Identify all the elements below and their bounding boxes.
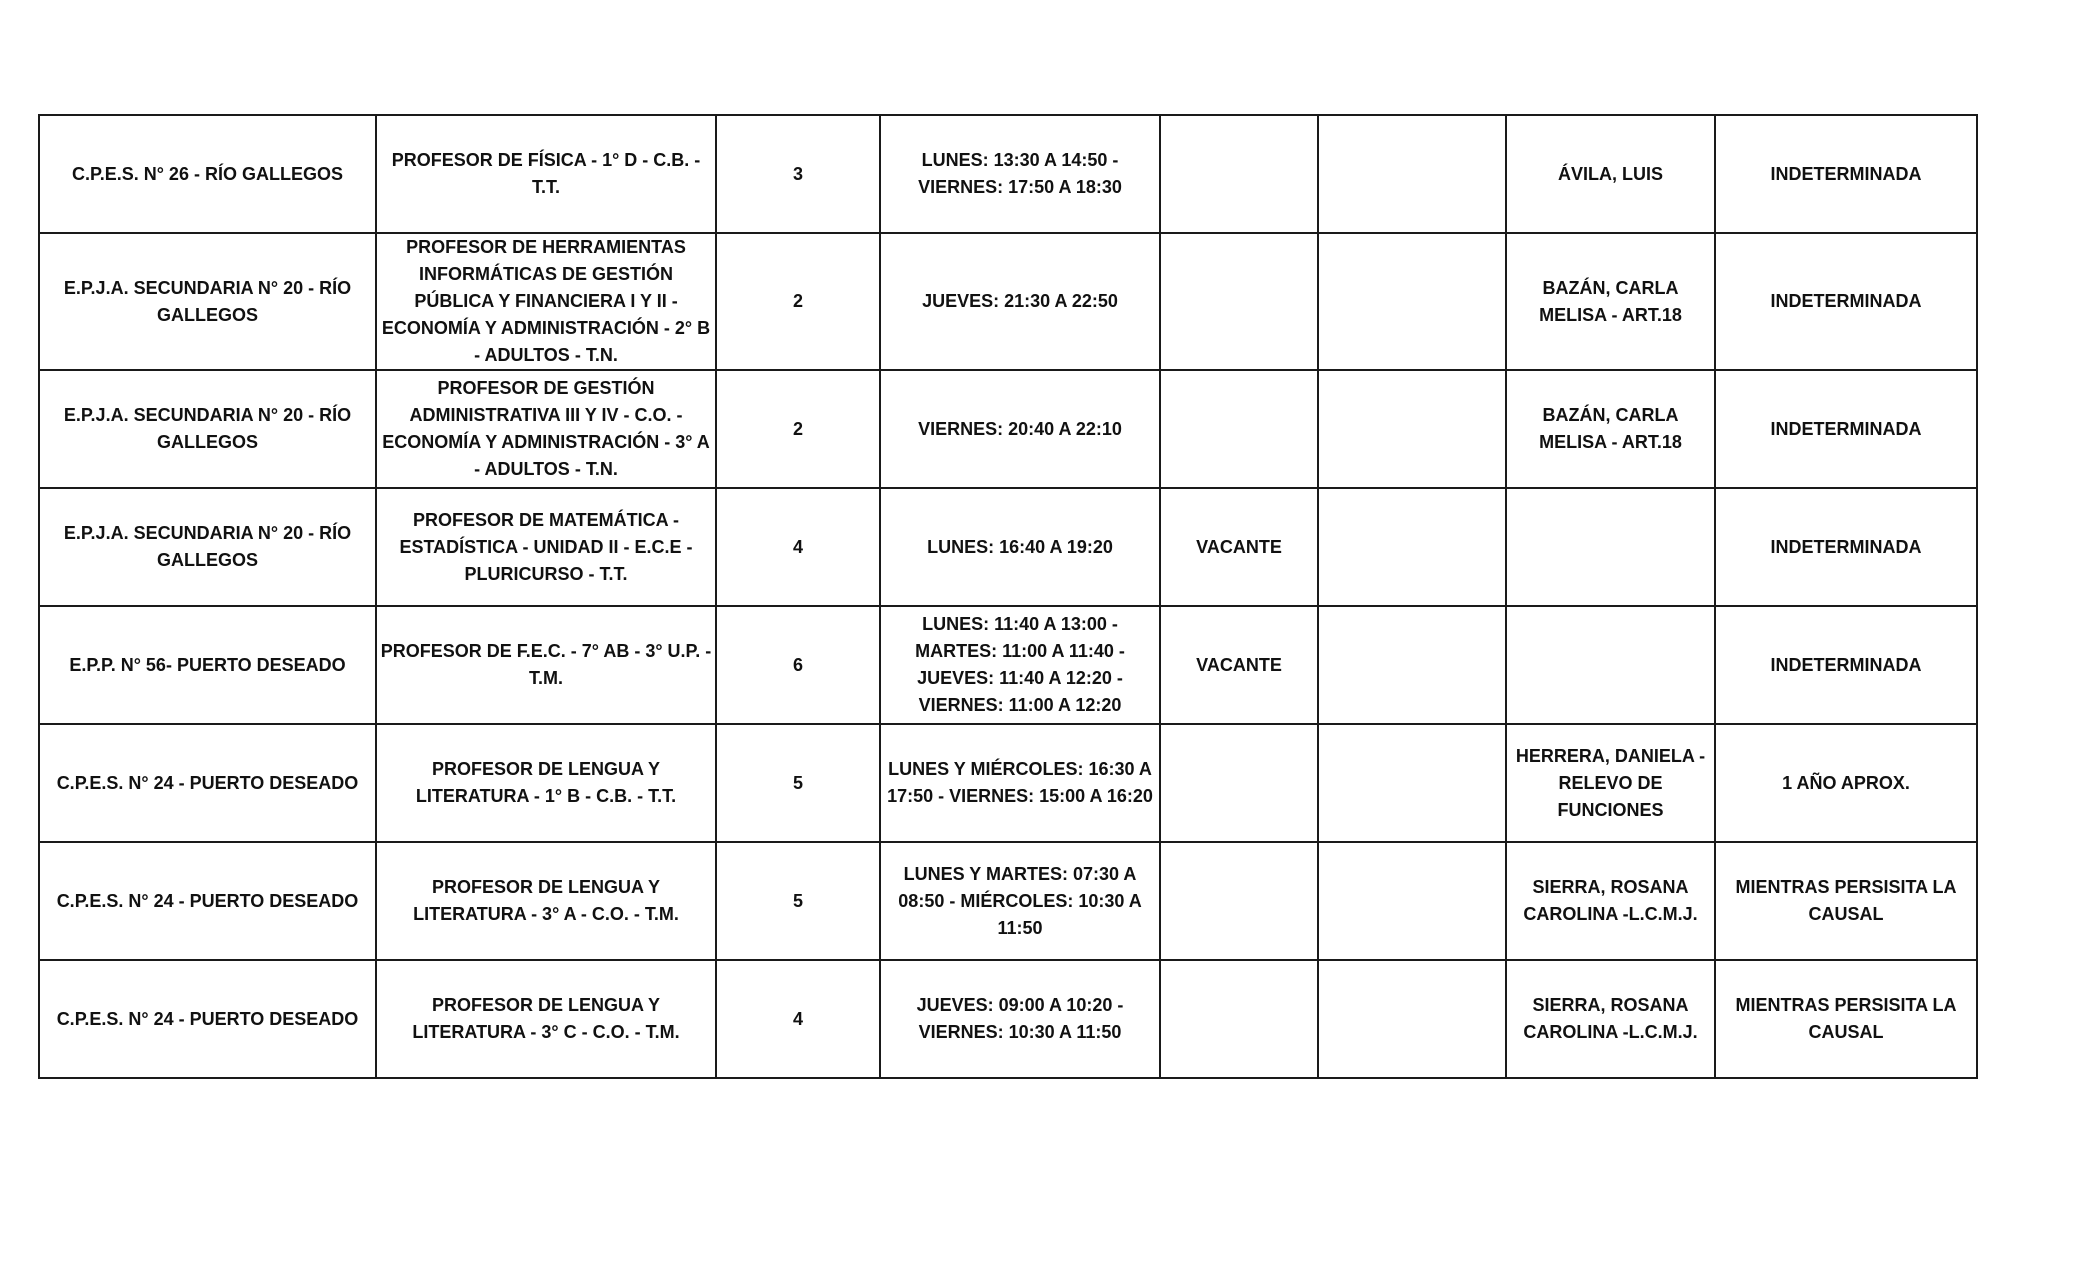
school-cell: E.P.J.A. SECUNDARIA N° 20 - RÍO GALLEGOS: [39, 488, 376, 606]
hours-cell: 4: [716, 488, 880, 606]
status-cell: [1160, 724, 1318, 842]
table-row: [39, 370, 1977, 488]
extra-cell: [1318, 233, 1506, 370]
duration-cell: INDETERMINADA: [1715, 606, 1977, 724]
holder-cell: [1506, 606, 1715, 724]
extra-cell: [1318, 115, 1506, 233]
schedule-cell: LUNES Y MIÉRCOLES: 16:30 A 17:50 - VIERNES: 15:00 A 16:20: [880, 724, 1160, 842]
schedule-cell: JUEVES: 21:30 A 22:50: [880, 233, 1160, 370]
duration-cell: INDETERMINADA: [1715, 370, 1977, 488]
duration-cell: MIENTRAS PERSISITA LA CAUSAL: [1715, 842, 1977, 960]
extra-cell: [1318, 960, 1506, 1078]
holder-cell: BAZÁN, CARLA MELISA - ART.18: [1506, 370, 1715, 488]
holder-cell: BAZÁN, CARLA MELISA - ART.18: [1506, 233, 1715, 370]
status-cell: [1160, 842, 1318, 960]
schedule-cell: LUNES: 13:30 A 14:50 - VIERNES: 17:50 A 18:30: [880, 115, 1160, 233]
hours-cell: 2: [716, 233, 880, 370]
duration-cell: 1 AÑO APROX.: [1715, 724, 1977, 842]
status-cell: [1160, 960, 1318, 1078]
position-cell: PROFESOR DE LENGUA Y LITERATURA - 3° A - C.O. - T.M.: [376, 842, 716, 960]
school-cell: E.P.P. N° 56- PUERTO DESEADO: [39, 606, 376, 724]
extra-cell: [1318, 488, 1506, 606]
status-cell: VACANTE: [1160, 488, 1318, 606]
table-row: [39, 724, 1977, 842]
table-row: [39, 115, 1977, 233]
status-cell: [1160, 115, 1318, 233]
schedule-cell: LUNES: 11:40 A 13:00 - MARTES: 11:00 A 11:40 - JUEVES: 11:40 A 12:20 - VIERNES: 11:00 A 12:20: [880, 606, 1160, 724]
schedule-cell: VIERNES: 20:40 A 22:10: [880, 370, 1160, 488]
table-row: [39, 842, 1977, 960]
schedule-cell: JUEVES: 09:00 A 10:20 - VIERNES: 10:30 A 11:50: [880, 960, 1160, 1078]
school-cell: E.P.J.A. SECUNDARIA N° 20 - RÍO GALLEGOS: [39, 233, 376, 370]
hours-cell: 6: [716, 606, 880, 724]
hours-cell: 5: [716, 842, 880, 960]
table-row: [39, 488, 1977, 606]
extra-cell: [1318, 842, 1506, 960]
position-cell: PROFESOR DE LENGUA Y LITERATURA - 1° B - C.B. - T.T.: [376, 724, 716, 842]
position-cell: PROFESOR DE F.E.C. - 7° AB - 3° U.P. - T.M.: [376, 606, 716, 724]
extra-cell: [1318, 606, 1506, 724]
schedule-cell: LUNES Y MARTES: 07:30 A 08:50 - MIÉRCOLES: 10:30 A 11:50: [880, 842, 1160, 960]
holder-cell: SIERRA, ROSANA CAROLINA -L.C.M.J.: [1506, 842, 1715, 960]
vacancies-table: [38, 114, 1978, 1079]
position-cell: PROFESOR DE LENGUA Y LITERATURA - 3° C - C.O. - T.M.: [376, 960, 716, 1078]
position-cell: PROFESOR DE MATEMÁTICA - ESTADÍSTICA - UNIDAD II - E.C.E - PLURICURSO - T.T.: [376, 488, 716, 606]
holder-cell: [1506, 488, 1715, 606]
holder-cell: HERRERA, DANIELA - RELEVO DE FUNCIONES: [1506, 724, 1715, 842]
status-cell: [1160, 233, 1318, 370]
position-cell: PROFESOR DE GESTIÓN ADMINISTRATIVA III Y IV - C.O. - ECONOMÍA Y ADMINISTRACIÓN - 3° A - ADULTOS - T.N.: [376, 370, 716, 488]
school-cell: E.P.J.A. SECUNDARIA N° 20 - RÍO GALLEGOS: [39, 370, 376, 488]
position-cell: PROFESOR DE FÍSICA - 1° D - C.B. - T.T.: [376, 115, 716, 233]
table-row: [39, 960, 1977, 1078]
status-cell: [1160, 370, 1318, 488]
extra-cell: [1318, 724, 1506, 842]
extra-cell: [1318, 370, 1506, 488]
duration-cell: INDETERMINADA: [1715, 233, 1977, 370]
duration-cell: INDETERMINADA: [1715, 488, 1977, 606]
hours-cell: 4: [716, 960, 880, 1078]
duration-cell: INDETERMINADA: [1715, 115, 1977, 233]
duration-cell: MIENTRAS PERSISITA LA CAUSAL: [1715, 960, 1977, 1078]
hours-cell: 3: [716, 115, 880, 233]
holder-cell: ÁVILA, LUIS: [1506, 115, 1715, 233]
schedule-cell: LUNES: 16:40 A 19:20: [880, 488, 1160, 606]
status-cell: VACANTE: [1160, 606, 1318, 724]
table-row: [39, 233, 1977, 370]
school-cell: C.P.E.S. N° 24 - PUERTO DESEADO: [39, 842, 376, 960]
table-body: [39, 115, 1977, 1078]
hours-cell: 5: [716, 724, 880, 842]
holder-cell: SIERRA, ROSANA CAROLINA -L.C.M.J.: [1506, 960, 1715, 1078]
position-cell: PROFESOR DE HERRAMIENTAS INFORMÁTICAS DE GESTIÓN PÚBLICA Y FINANCIERA I Y II - ECONOMÍA Y ADMINISTRACIÓN - 2° B - ADULTOS - T.N.: [376, 233, 716, 370]
school-cell: C.P.E.S. N° 24 - PUERTO DESEADO: [39, 960, 376, 1078]
hours-cell: 2: [716, 370, 880, 488]
school-cell: C.P.E.S. N° 24 - PUERTO DESEADO: [39, 724, 376, 842]
school-cell: C.P.E.S. N° 26 - RÍO GALLEGOS: [39, 115, 376, 233]
table-row: [39, 606, 1977, 724]
